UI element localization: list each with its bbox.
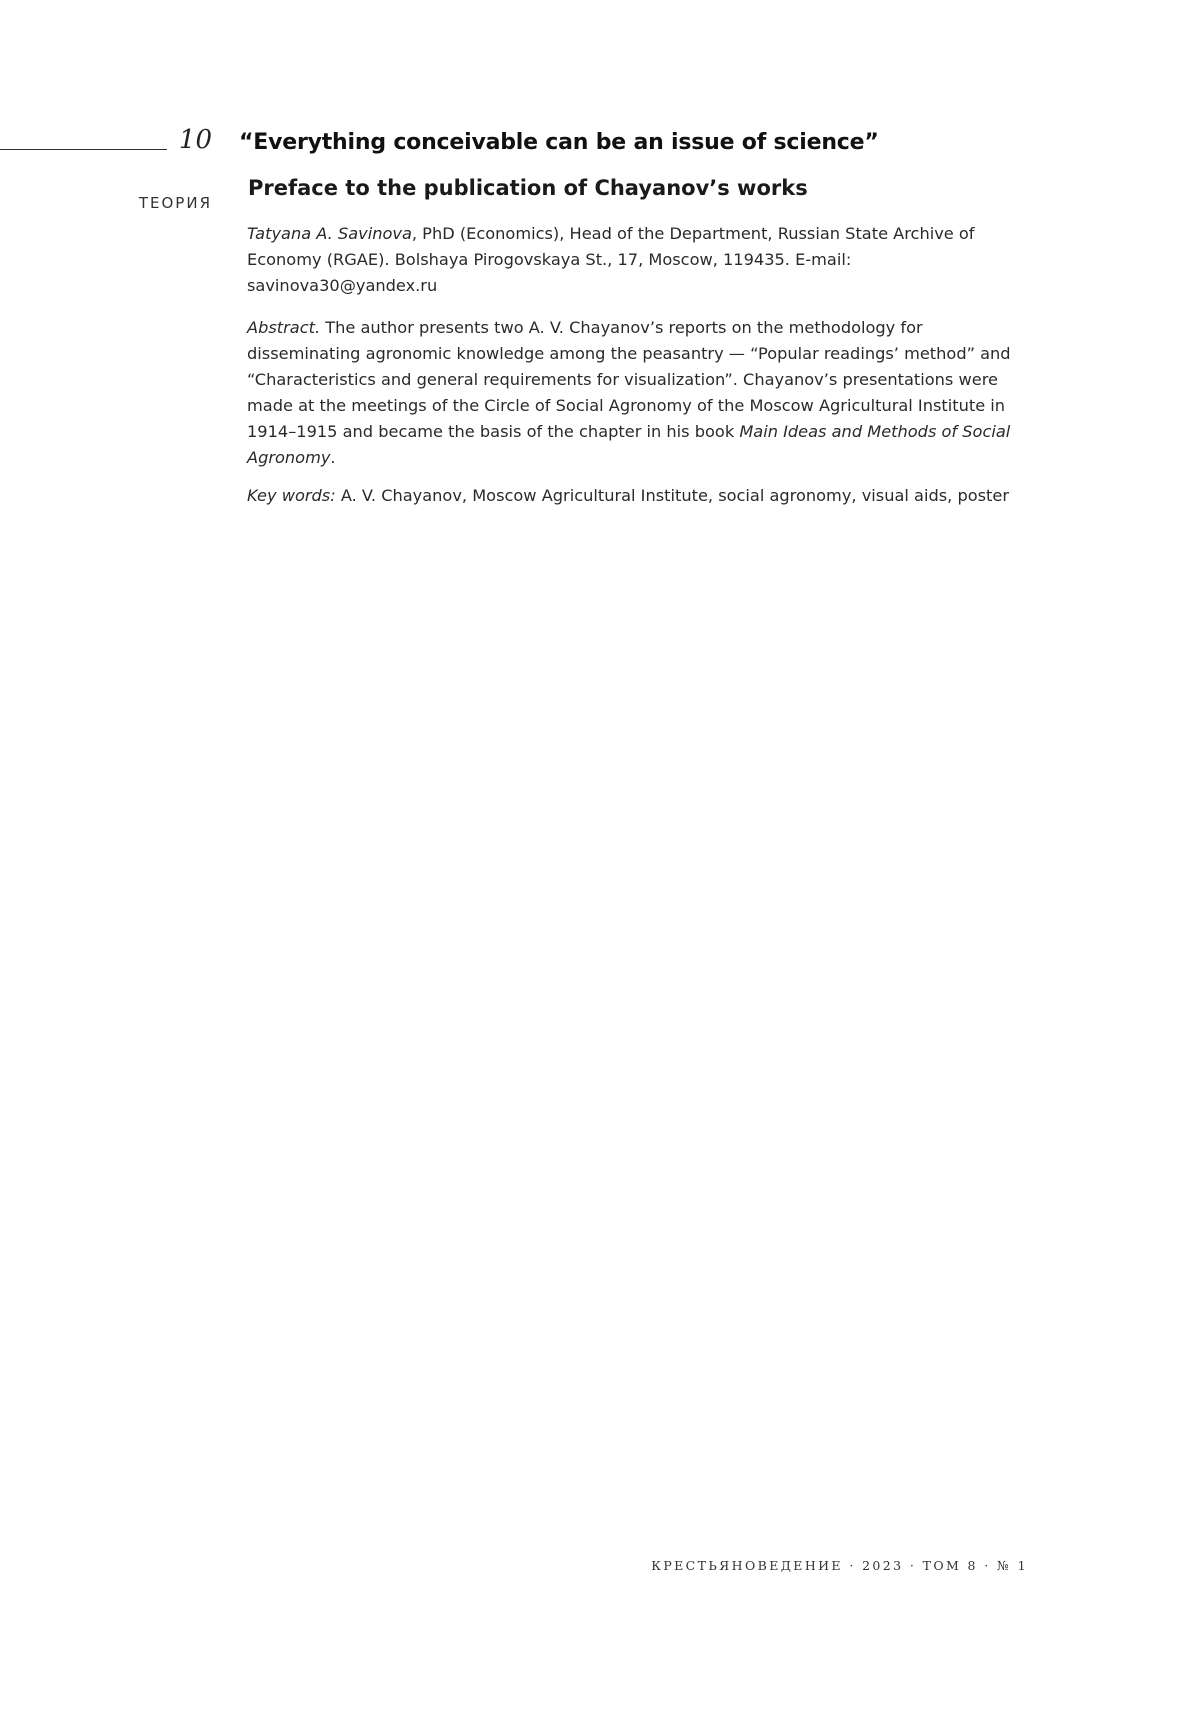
author-info <box>247 221 1031 299</box>
keywords-label: Key words: <box>247 486 336 505</box>
abstract-label: Abstract. <box>247 318 321 337</box>
article-subtitle: Preface to the publication of Chayanov’s works <box>248 176 808 200</box>
abstract <box>247 315 1031 471</box>
keywords-text: A. V. Chayanov, Moscow Agricultural Institute, social agronomy, visual aids, poster <box>335 486 1010 505</box>
abstract-text: The author presents two A. V. Chayanov’s reports on the methodology for disseminating agronomic knowledge among the peasantry — “Popular readings’ method” and “Characteristics and general requirements for visualization”. Chayanov’s presentations were made at the meetings of the Circle of Social Agronomy of the Moscow Agricultural Institute in 1914–1915 and became the basis of the chapter in his book <box>247 318 1011 441</box>
keywords <box>247 483 1031 509</box>
article-title: “Everything conceivable can be an issue of science” <box>239 130 879 155</box>
section-label: ТЕОРИЯ <box>138 194 212 212</box>
header-rule <box>0 149 167 150</box>
author-name: Tatyana A. Savinova <box>247 224 412 243</box>
article-content <box>247 221 1031 509</box>
author-affiliation: , PhD (Economics), Head of the Department, Russian State Archive of Economy (RGAE). Bolshaya Pirogovskaya St., 17, Moscow, 119435. E-mail: savinova30@yandex.ru <box>247 224 975 295</box>
page-number: 10 <box>178 125 212 155</box>
journal-footer: КРЕСТЬЯНОВЕДЕНИЕ · 2023 · ТОМ 8 · № 1 <box>651 1558 1028 1573</box>
abstract-book-title: Main Ideas and Methods of Social Agronomy <box>247 422 1011 467</box>
abstract-end: . <box>330 448 336 467</box>
